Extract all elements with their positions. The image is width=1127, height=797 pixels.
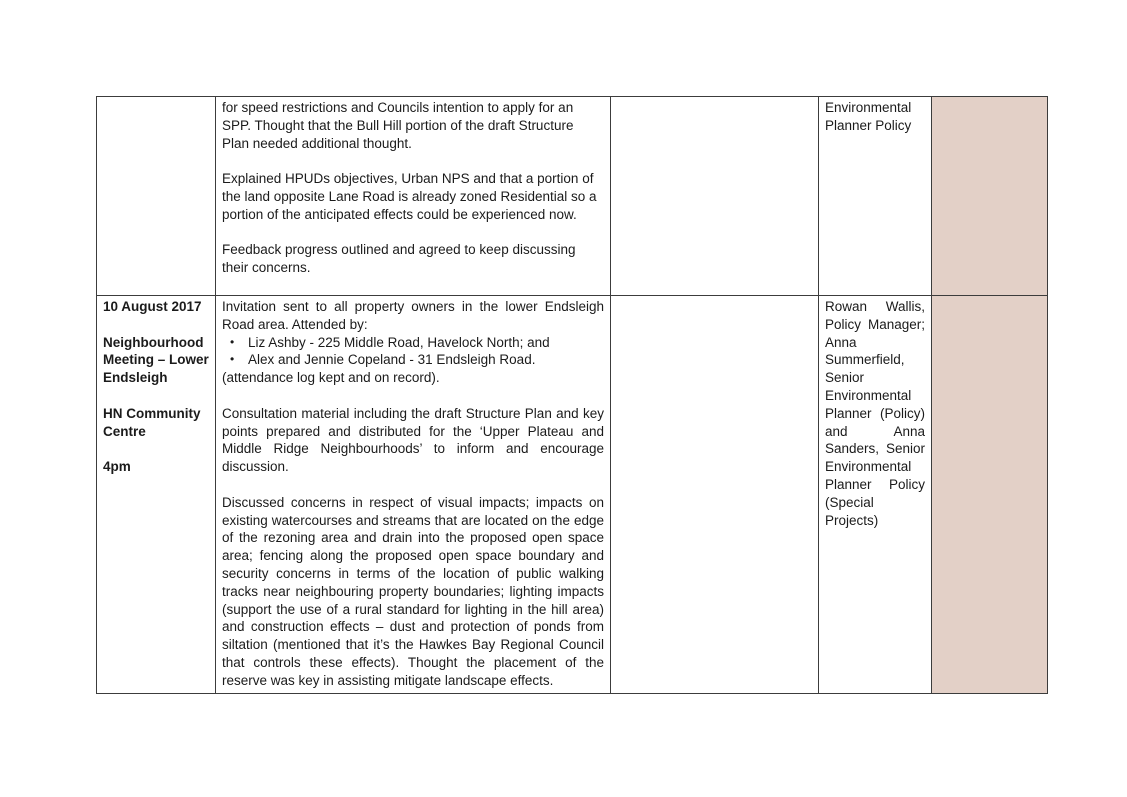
response-cell xyxy=(611,296,819,694)
description-cell xyxy=(216,97,611,296)
attendee-list-item xyxy=(222,334,604,352)
description-paragraph: for speed restrictions and Councils intention to apply for an SPP. Thought that the Bull Hill portion of the draft Structure Plan needed additional thought. xyxy=(222,100,574,151)
consultation-log-table xyxy=(96,96,1048,694)
staff-text: Environmental Planner Policy xyxy=(825,100,912,133)
bullet-icon: • xyxy=(230,352,235,367)
bullet-icon: • xyxy=(230,334,235,349)
table-row xyxy=(97,296,1048,694)
staff-text: Rowan Wallis, Policy Manager; Anna Summerfield, Senior Environmental Planner (Policy) and Anna Sanders, Senior Environmental Planner Policy (Special Projects) xyxy=(825,299,925,528)
paragraph-spacer xyxy=(103,440,209,458)
description-intro: Invitation sent to all property owners in the lower Endsleigh Road area. Attended by: xyxy=(222,299,604,332)
staff-cell xyxy=(819,97,932,296)
meeting-date: 10 August 2017 xyxy=(103,299,202,314)
status-shaded-cell xyxy=(932,97,1048,296)
attendee-text: Alex and Jennie Copeland - 31 Endsleigh Road. xyxy=(248,352,536,368)
paragraph-spacer xyxy=(222,224,604,242)
status-shaded-cell xyxy=(932,296,1048,694)
paragraph-spacer xyxy=(222,387,604,405)
staff-cell xyxy=(819,296,932,694)
paragraph-spacer xyxy=(222,476,604,494)
paragraph-spacer xyxy=(222,152,604,170)
meeting-time: 4pm xyxy=(103,459,131,475)
description-note: (attendance log kept and on record). xyxy=(222,370,440,386)
description-paragraph: Explained HPUDs objectives, Urban NPS and that a portion of the land opposite Lane Road is already zoned Residential so a portion of the anticipated effects could be experienced now. xyxy=(222,171,597,222)
meeting-cell xyxy=(97,97,216,296)
description-paragraph: Feedback progress outlined and agreed to keep discussing their concerns. xyxy=(222,242,576,276)
response-cell xyxy=(611,97,819,296)
meeting-title: Neighbourhood Meeting – Lower Endsleigh xyxy=(103,334,209,386)
attendee-text: Liz Ashby - 225 Middle Road, Havelock North; and xyxy=(248,334,550,350)
table-row xyxy=(97,97,1048,296)
paragraph-spacer xyxy=(103,316,209,334)
description-paragraph: Consultation material including the draft Structure Plan and key points prepared and distributed for the ‘Upper Plateau and Middle Ridge Neighbourhoods’ to inform and encourage discussion. xyxy=(222,405,604,475)
meeting-venue: HN Community Centre xyxy=(103,405,201,439)
attendee-list-item xyxy=(222,351,604,369)
meeting-cell xyxy=(97,296,216,694)
description-cell xyxy=(216,296,611,694)
paragraph-spacer xyxy=(103,387,209,405)
description-paragraph: Discussed concerns in respect of visual impacts; impacts on existing watercourses and streams that are located on the edge of the rezoning area and drain into the proposed open space area; fencing along the proposed open space boundary and security concerns in terms of the location of public walking tracks near neighbouring property boundaries; lighting impacts (support the use of a rural standard for lighting in the hill area) and construction effects – dust and protection of ponds from siltation (mentioned that it’s the Hawkes Bay Regional Council that controls these effects). Thought the placement of the reserve was key in assisting mitigate landscape effects. xyxy=(222,494,604,688)
